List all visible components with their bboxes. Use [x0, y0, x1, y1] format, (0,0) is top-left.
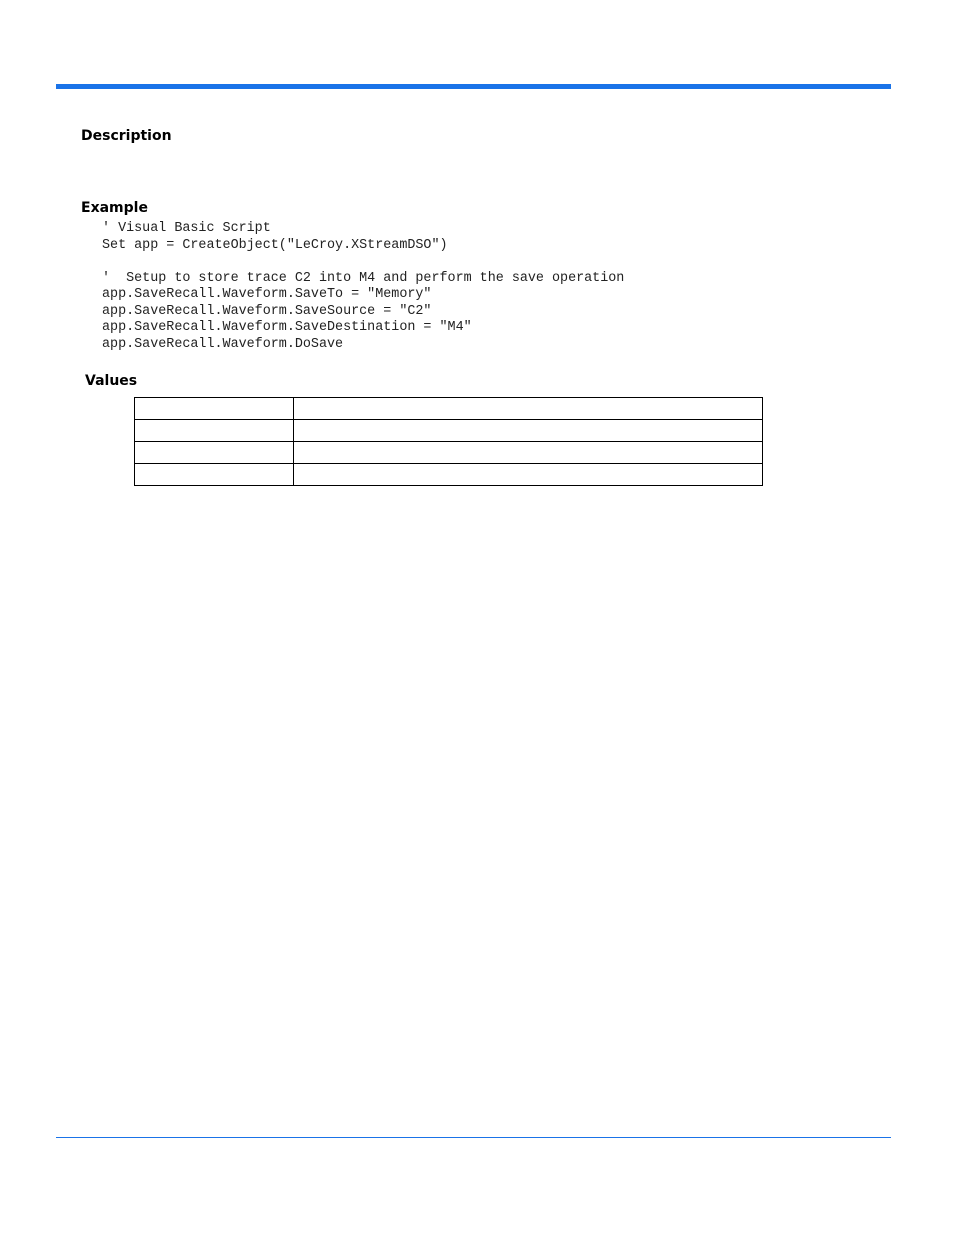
code-line: app.SaveRecall.Waveform.SaveTo = "Memory"	[102, 287, 432, 302]
table-cell	[294, 464, 763, 486]
table-row	[135, 442, 763, 464]
table-cell	[135, 420, 294, 442]
code-line: app.SaveRecall.Waveform.DoSave	[102, 336, 344, 352]
table-cell	[294, 442, 763, 464]
code-line: Set app = CreateObject("LeCroy.XStreamDSO")	[102, 237, 448, 253]
description-heading: Description	[81, 128, 172, 144]
table-row	[135, 464, 763, 486]
code-line	[102, 254, 624, 271]
code-line: app.SaveRecall.Waveform.SaveSource = "C2"	[102, 303, 432, 319]
example-heading: Example	[81, 200, 148, 216]
values-table	[134, 397, 763, 486]
table-cell	[135, 442, 294, 464]
top-accent-rule	[56, 84, 891, 89]
code-line: ' Visual Basic Script	[102, 221, 271, 236]
table-cell	[294, 420, 763, 442]
table-cell	[135, 398, 294, 420]
table-cell	[135, 464, 294, 486]
code-line: app.SaveRecall.Waveform.SaveDestination = "M4"	[102, 320, 472, 335]
bottom-footer-rule	[56, 1137, 891, 1138]
code-line: ' Setup to store trace C2 into M4 and perform the save operation	[102, 270, 625, 286]
values-heading: Values	[85, 373, 138, 389]
example-code-block	[102, 221, 624, 353]
table-row	[135, 398, 763, 420]
table-cell	[294, 398, 763, 420]
table-row	[135, 420, 763, 442]
